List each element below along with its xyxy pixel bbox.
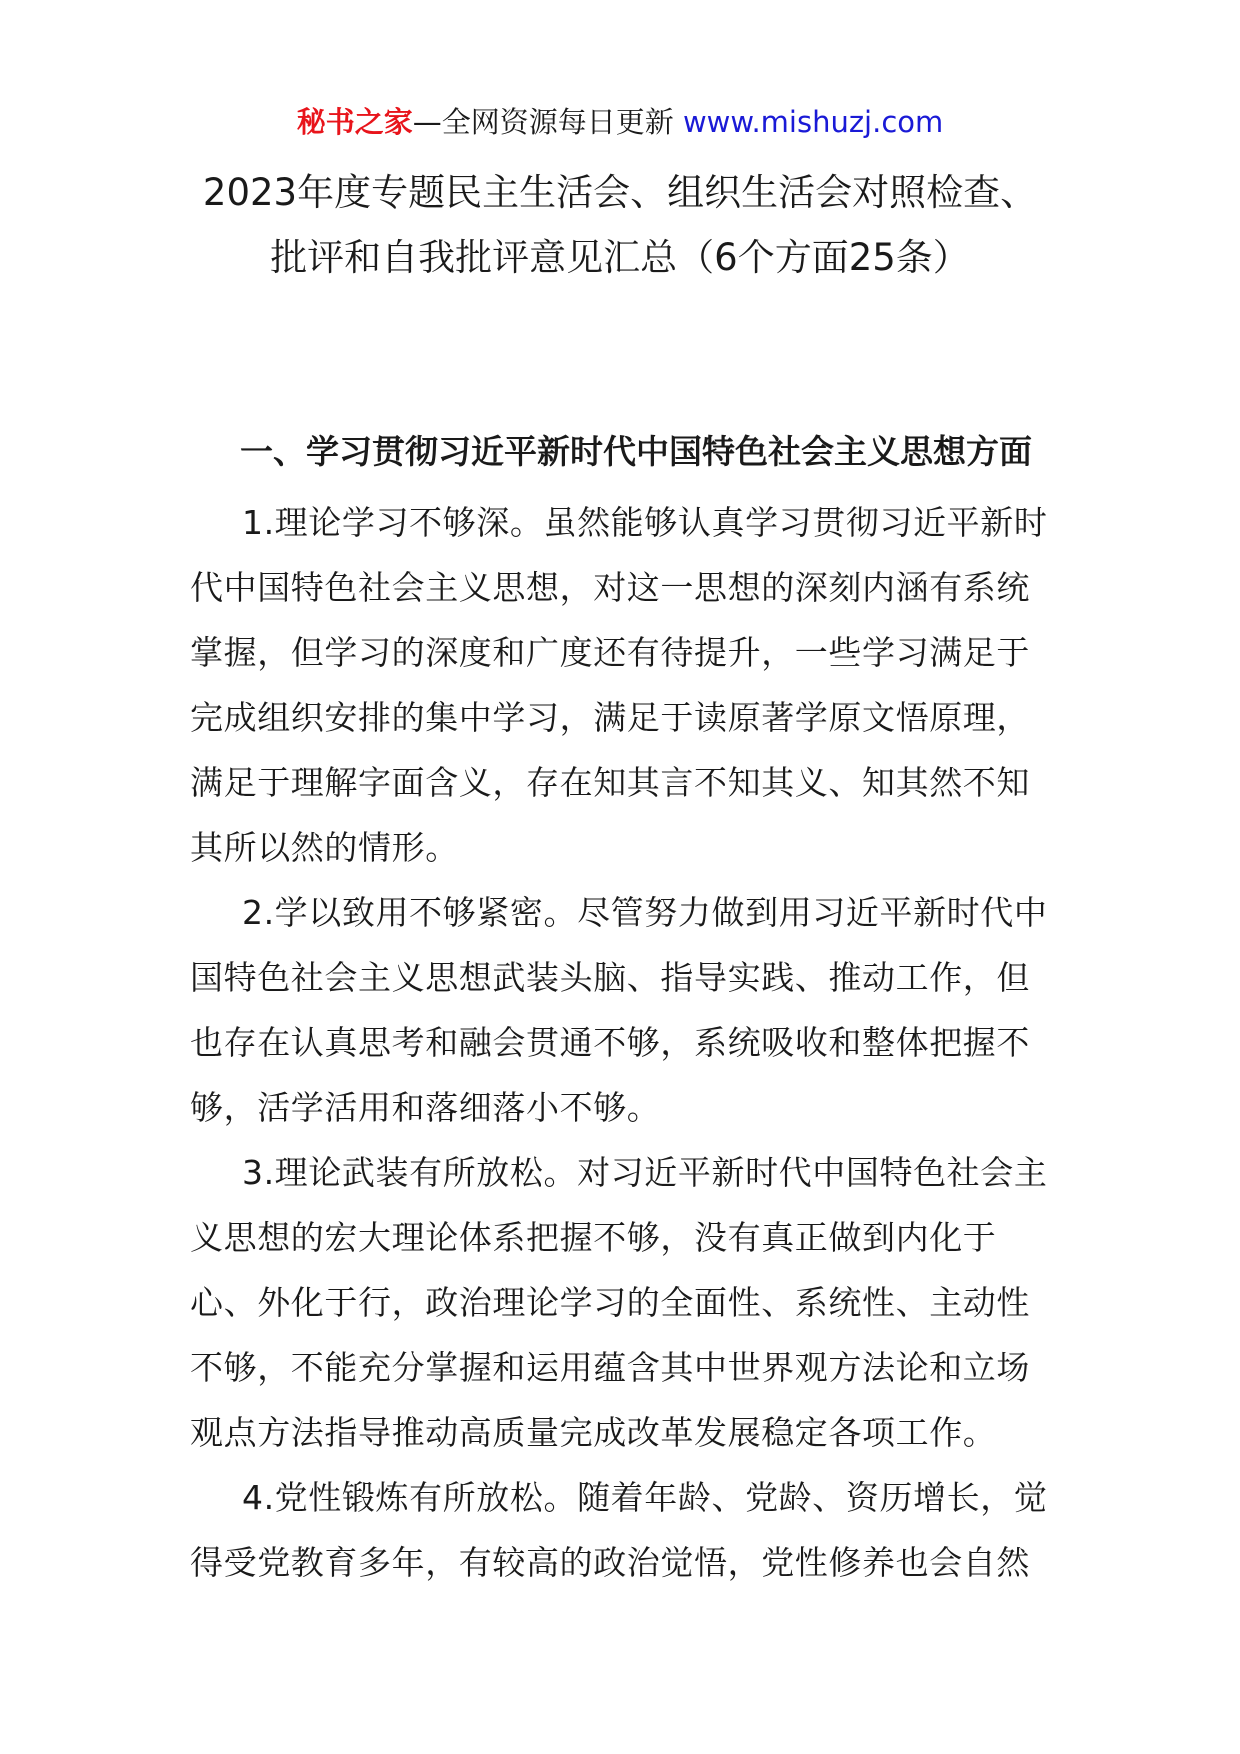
site-header — [0, 102, 1240, 142]
document-title: 2023年度专题民主生活会、组织生活会对照检查、批评和自我批评意见汇总（6个方面25条） — [202, 171, 1038, 279]
paragraph-4: 4.党性锻炼有所放松。随着年龄、党龄、资历增长，觉得受党教育多年，有较高的政治觉悟，党性修养也会自然 — [190, 1478, 1048, 1582]
paragraph-2: 2.学以致用不够紧密。尽管努力做到用习近平新时代中国特色社会主义思想武装头脑、指导实践、推动工作，但也存在认真思考和融会贯通不够，系统吸收和整体把握不够，活学活用和落细落小不够。 — [190, 893, 1048, 1127]
paragraph-3: 3.理论武装有所放松。对习近平新时代中国特色社会主义思想的宏大理论体系把握不够，没有真正做到内化于心、外化于行，政治理论学习的全面性、系统性、主动性不够，不能充分掌握和运用蕴含其中世界观方法论和立场观点方法指导推动高质量完成改革发展稳定各项工作。 — [190, 1153, 1048, 1452]
brand-name: 秘书之家 — [296, 105, 413, 139]
header-tagline: —全网资源每日更新 — [412, 105, 674, 139]
paragraph-1: 1.理论学习不够深。虽然能够认真学习贯彻习近平新时代中国特色社会主义思想，对这一思想的深刻内涵有系统掌握，但学习的深度和广度还有待提升，一些学习满足于完成组织安排的集中学习，满足于读原著学原文悟原理，满足于理解字面含义，存在知其言不知其义、知其然不知其所以然的情形。 — [190, 503, 1048, 867]
document-body — [190, 490, 1060, 1595]
section-heading: 一、学习贯彻习近平新时代中国特色社会主义思想方面 — [240, 432, 1032, 471]
site-link[interactable]: www.mishuzj.com — [682, 105, 944, 139]
